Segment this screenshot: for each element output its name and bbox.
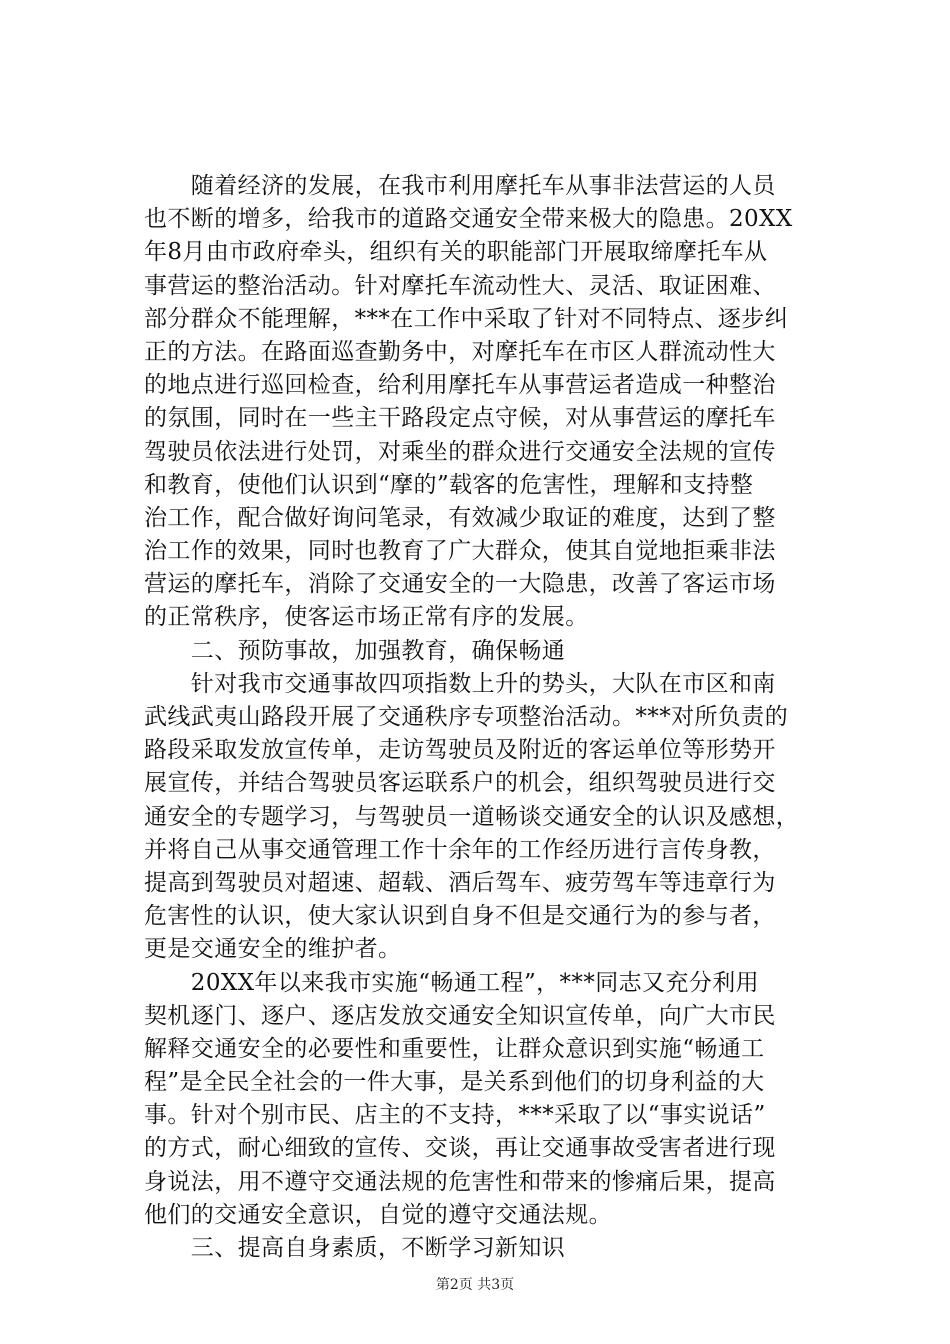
text-line: 治工作的效果，同时也教育了广大群众，使其自觉地拒乘非法: [144, 538, 776, 565]
text-line: 的地点进行巡回检查，给利用摩托车从事营运者造成一种整治: [144, 372, 776, 399]
text-line: 的方式，耐心细致的宣传、交谈，再让交通事故受害者进行现: [144, 1135, 776, 1162]
text-line: 的正常秩序，使客运市场正常有序的发展。: [144, 604, 589, 631]
text-line: 正的方法。在路面巡查勤务中，对摩托车在市区人群流动性大: [144, 338, 776, 365]
text-line: 事营运的整治活动。针对摩托车流动性大、灵活、取证困难、: [144, 272, 776, 299]
section-heading: 二、预防事故，加强教育，确保畅通: [144, 637, 566, 664]
text-line: 年8月由市政府牵头，组织有关的职能部门开展取缔摩托车从: [144, 239, 768, 266]
text-line: 通安全的专题学习，与驾驶员一道畅谈交通安全的认识及感想，: [144, 803, 800, 830]
text-line: 针对我市交通事故四项指数上升的势头，大队在市区和南: [144, 670, 776, 697]
document-body: [144, 170, 834, 1265]
section-heading: 三、提高自身素质，不断学习新知识: [144, 1235, 566, 1261]
text-line: 他们的交通安全意识，自觉的遵守交通法规。: [144, 1201, 612, 1228]
text-line: 武线武夷山路段开展了交通秩序专项整治活动。***对所负责的: [144, 704, 789, 730]
text-line: 驾驶员依法进行处罚，对乘坐的群众进行交通安全法规的宣传: [144, 438, 776, 465]
text-line: 随着经济的发展，在我市利用摩托车从事非法营运的人员: [144, 173, 776, 199]
text-line: 更是交通安全的维护者。: [144, 936, 402, 963]
text-line: 危害性的认识，使大家认识到自身不但是交通行为的参与者，: [144, 903, 776, 930]
text-line: 也不断的增多，给我市的道路交通安全带来极大的隐患。20XX: [144, 206, 793, 233]
text-line: 和教育，使他们认识到“摩的”载客的危害性，理解和支持整: [144, 471, 754, 498]
text-line: 的氛围，同时在一些主干路段定点守候，对从事营运的摩托车: [144, 405, 776, 432]
text-line: 事。针对个别市民、店主的不支持，***采取了以“事实说话”: [144, 1102, 766, 1129]
text-line: 治工作，配合做好询问笔录，有效减少取证的难度，达到了整: [144, 504, 776, 531]
text-line: 契机逐门、逐户、逐店发放交通安全知识宣传单，向广大市民: [144, 1002, 776, 1029]
text-line: 身说法，用不遵守交通法规的危害性和带来的惨痛后果，提高: [144, 1168, 776, 1195]
text-line: 路段采取发放宣传单，走访驾驶员及附近的客运单位等形势开: [144, 737, 776, 764]
text-line: 程”是全民全社会的一件大事，是关系到他们的切身利益的大: [144, 1069, 765, 1096]
text-line: 部分群众不能理解，***在工作中采取了针对不同特点、逐步纠: [144, 305, 789, 332]
text-line: 展宣传，并结合驾驶员客运联系户的机会，组织驾驶员进行交: [144, 770, 776, 797]
text-line: 20XX年以来我市实施“畅通工程”，***同志又充分利用: [144, 969, 760, 996]
text-line: 提高到驾驶员对超速、超载、酒后驾车、疲劳驾车等违章行为: [144, 869, 776, 896]
text-line: 并将自己从事交通管理工作十余年的工作经历进行言传身教，: [144, 836, 776, 863]
text-line: 营运的摩托车，消除了交通安全的一大隐患，改善了客运市场: [144, 571, 776, 598]
text-line: 解释交通安全的必要性和重要性，让群众意识到实施“畅通工: [144, 1035, 765, 1062]
page-number-footer: 第2页 共3页: [435, 1277, 515, 1293]
